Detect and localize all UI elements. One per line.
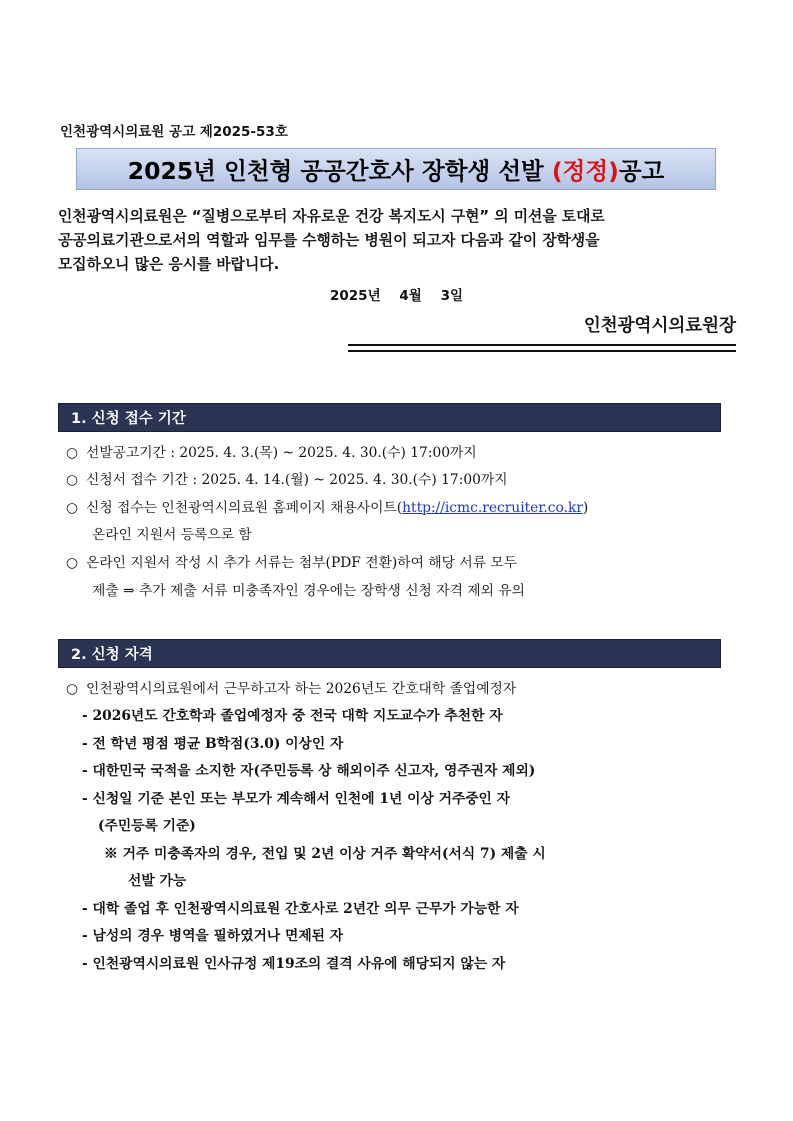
list-item-continuation: 제출 ⇒ 추가 제출 서류 미충족자인 경우에는 장학생 신청 자격 제외 유의 — [92, 583, 525, 599]
list-item: ○ 신청 접수는 인천광역시의료원 홈페이지 채용사이트(http://icmc.recruiter.co.kr) — [66, 495, 588, 522]
bullet-icon: ○ — [66, 681, 79, 697]
intro-line: 모집하오니 많은 응시를 바랍니다. — [58, 256, 280, 273]
bullet-icon: ○ — [66, 500, 79, 516]
note-item-continuation: 선발 가능 — [128, 873, 187, 889]
recruit-site-link[interactable]: http://icmc.recruiter.co.kr — [402, 500, 583, 516]
section-heading-eligibility: 2. 신청 자격 — [58, 639, 721, 668]
bullet-icon: ○ — [66, 555, 79, 571]
note-item: ※ 거주 미충족자의 경우, 전입 및 2년 이상 거주 확약서(서식 7) 제출 시 — [104, 846, 546, 862]
list-item: ○ 온라인 지원서 작성 시 추가 서류는 첨부(PDF 전환)하여 해당 서류 모두 — [66, 550, 517, 577]
list-item: ○ 선발공고기간 : 2025. 4. 3.(목) ~ 2025. 4. 30.(수) 17:00까지 — [66, 440, 477, 467]
intro-line: 인천광역시의료원은 “질병으로부터 자유로운 건강 복지도시 구현” 의 미션을 토대로 — [58, 208, 605, 225]
page-title — [76, 148, 716, 190]
title-main: 2025년 인천형 공공간호사 장학생 선발 — [127, 157, 552, 185]
notice-date: 2025년 4월 3일 — [330, 288, 464, 304]
requirement-item: - 대한민국 국적을 소지한 자(주민등록 상 해외이주 신고자, 영주권자 제외) — [82, 763, 536, 779]
requirement-item: - 신청일 기준 본인 또는 부모가 계속해서 인천에 1년 이상 거주중인 자 — [82, 791, 511, 807]
requirement-item: - 남성의 경우 병역을 필하였거나 면제된 자 — [82, 928, 344, 944]
requirement-item: - 대학 졸업 후 인천광역시의료원 간호사로 2년간 의무 근무가 가능한 자 — [82, 901, 519, 917]
intro-line: 공공의료기관으로서의 역할과 임무를 수행하는 병원이 되고자 다음과 같이 장학생을 — [58, 232, 600, 249]
list-item: ○ 신청서 접수 기간 : 2025. 4. 14.(월) ~ 2025. 4. 30.(수) 17:00까지 — [66, 467, 508, 494]
list-item: ○ 인천광역시의료원에서 근무하고자 하는 2026년도 간호대학 졸업예정자 — [66, 676, 516, 703]
title-correction-mark: (정정) — [551, 157, 619, 185]
bullet-icon: ○ — [66, 445, 79, 461]
double-rule-divider — [348, 341, 736, 355]
intro-paragraph — [58, 205, 742, 277]
notice-number: 인천광역시의료원 공고 제2025-53호 — [60, 124, 288, 140]
signer: 인천광역시의료원장 — [583, 316, 736, 336]
bullet-icon: ○ — [66, 472, 79, 488]
requirement-item-continuation: (주민등록 기준) — [98, 818, 196, 834]
title-tail: 공고 — [618, 157, 665, 185]
section-heading-application-period: 1. 신청 접수 기간 — [58, 403, 721, 432]
list-item-continuation: 온라인 지원서 등록으로 함 — [92, 527, 252, 543]
requirement-item: - 전 학년 평점 평균 B학점(3.0) 이상인 자 — [82, 736, 344, 752]
requirement-item: - 2026년도 간호학과 졸업예정자 중 전국 대학 지도교수가 추천한 자 — [82, 708, 503, 724]
requirement-item: - 인천광역시의료원 인사규정 제19조의 결격 사유에 해당되지 않는 자 — [82, 956, 506, 972]
